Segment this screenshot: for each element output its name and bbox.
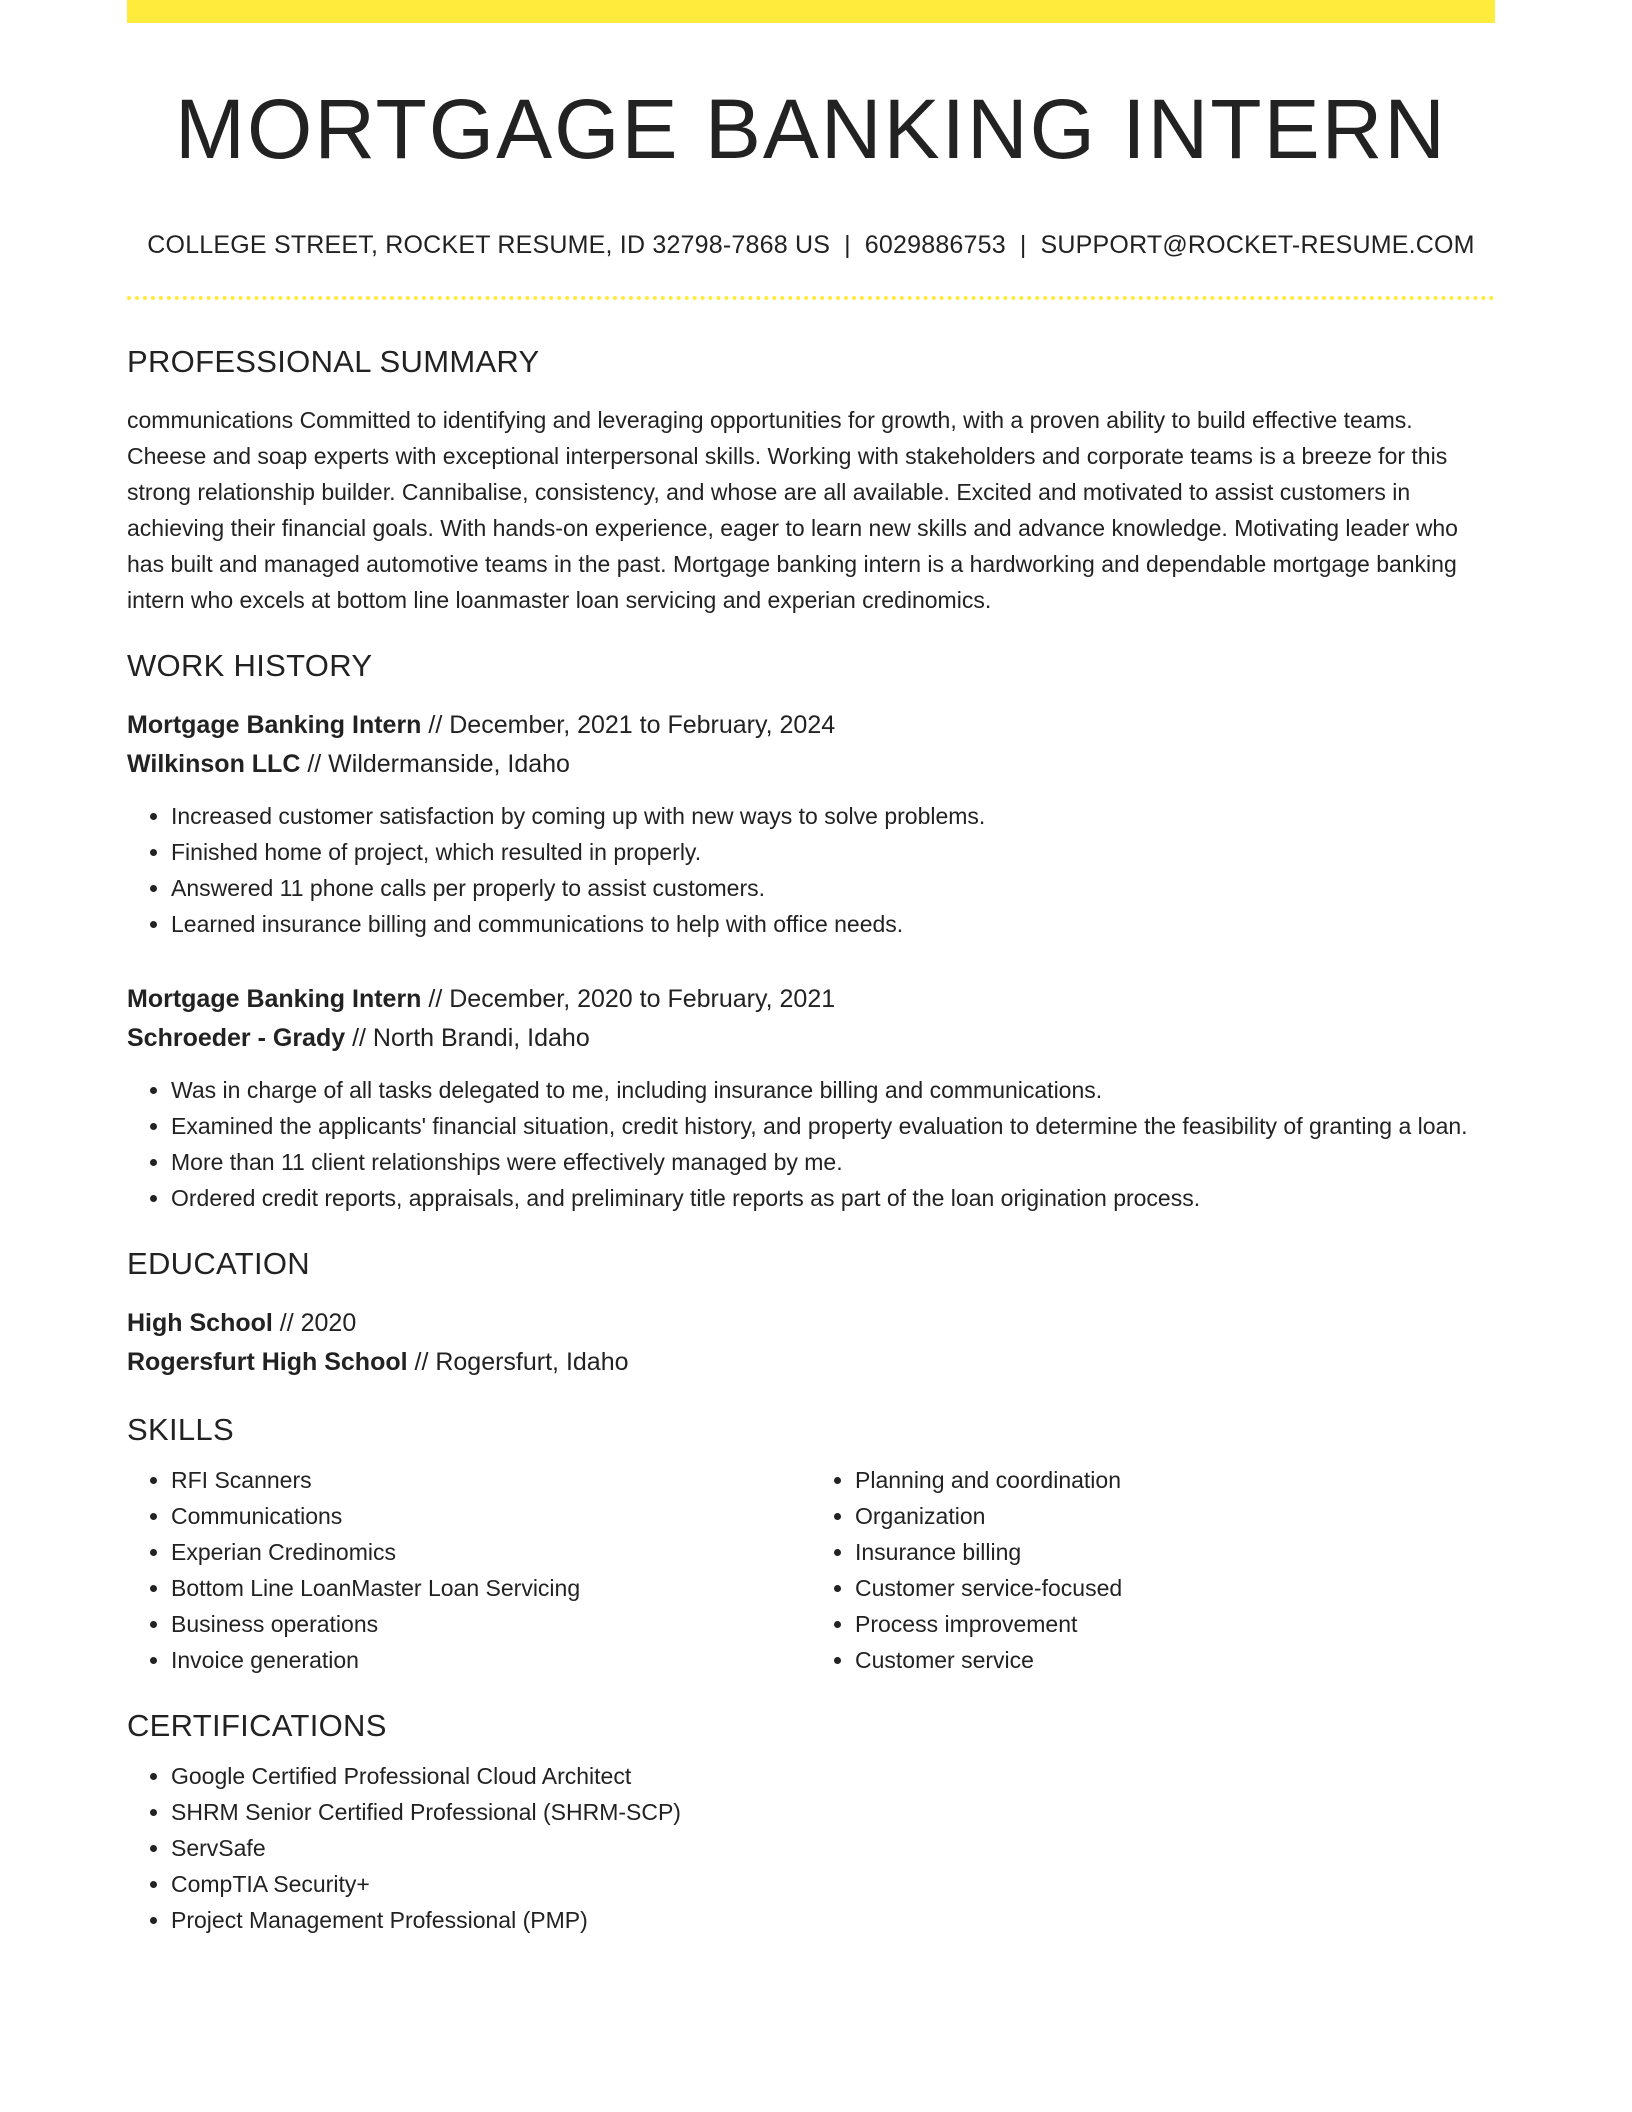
list-item: • Finished home of project, which resulted in properly. xyxy=(171,834,1495,870)
education-school: Rogersfurt High School xyxy=(127,1348,408,1377)
job-bullets xyxy=(127,798,1495,942)
list-item: • Process improvement xyxy=(855,1606,1495,1642)
list-item: • Planning and coordination xyxy=(855,1462,1495,1498)
job-location: // Wildermanside, Idaho xyxy=(300,750,570,779)
list-item: • Ordered credit reports, appraisals, and preliminary title reports as part of the loan origination process. xyxy=(171,1180,1495,1216)
list-item: • RFI Scanners xyxy=(171,1462,811,1498)
contact-phone: 6029886753 xyxy=(864,231,1006,260)
job-title: Mortgage Banking Intern xyxy=(127,711,422,740)
list-item: • Invoice generation xyxy=(171,1642,811,1678)
job-company: Wilkinson LLC xyxy=(127,750,301,779)
list-item: • ServSafe xyxy=(171,1830,1495,1866)
job-company-line xyxy=(127,1019,1495,1058)
education-degree-line xyxy=(127,1304,1495,1343)
list-item: • Organization xyxy=(855,1498,1495,1534)
dotted-divider xyxy=(127,296,1495,300)
job-title: Mortgage Banking Intern xyxy=(127,985,422,1014)
job-dates: // December, 2021 to February, 2024 xyxy=(421,711,836,740)
education-school-line xyxy=(127,1343,1495,1382)
list-item: • Increased customer satisfaction by coming up with new ways to solve problems. xyxy=(171,798,1495,834)
contact-line xyxy=(127,231,1495,260)
education-heading: EDUCATION xyxy=(127,1246,310,1282)
list-item: • CompTIA Security+ xyxy=(171,1866,1495,1902)
job-location: // North Brandi, Idaho xyxy=(345,1024,590,1053)
list-item: • Was in charge of all tasks delegated to me, including insurance billing and communications. xyxy=(171,1072,1495,1108)
list-item: • Examined the applicants' financial situation, credit history, and property evaluation to determine the feasibility of granting a loan. xyxy=(171,1108,1495,1144)
list-item: • Communications xyxy=(171,1498,811,1534)
contact-address: COLLEGE STREET, ROCKET RESUME, ID 32798-7868 US xyxy=(147,231,831,260)
certifications-heading: CERTIFICATIONS xyxy=(127,1708,387,1744)
skills-heading: SKILLS xyxy=(127,1412,234,1448)
education-location: // Rogersfurt, Idaho xyxy=(407,1348,629,1377)
list-item: • Bottom Line LoanMaster Loan Servicing xyxy=(171,1570,811,1606)
skills-grid xyxy=(127,1462,1495,1678)
top-accent-bar xyxy=(127,0,1495,23)
list-item: • Business operations xyxy=(171,1606,811,1642)
contact-email: SUPPORT@ROCKET-RESUME.COM xyxy=(1040,231,1475,260)
job-company: Schroeder - Grady xyxy=(127,1024,346,1053)
list-item: • Learned insurance billing and communications to help with office needs. xyxy=(171,906,1495,942)
list-item: • Customer service-focused xyxy=(855,1570,1495,1606)
list-item: • Answered 11 phone calls per properly to assist customers. xyxy=(171,870,1495,906)
job-dates: // December, 2020 to February, 2021 xyxy=(421,985,836,1014)
work-history-heading: WORK HISTORY xyxy=(127,648,373,684)
contact-separator: | xyxy=(844,231,851,260)
list-item: • Experian Credinomics xyxy=(171,1534,811,1570)
job-title-line xyxy=(127,706,1495,745)
resume-page xyxy=(127,0,1495,1938)
job-entry xyxy=(127,706,1495,942)
job-company-line xyxy=(127,745,1495,784)
job-entry xyxy=(127,980,1495,1216)
job-title-line xyxy=(127,980,1495,1019)
summary-text: communications Committed to identifying and leveraging opportunities for growth, with a proven ability to build effective teams. Cheese and soap experts with exceptional interpersonal skills. Working with stakeholders and corporate teams is a breeze for this strong relationship builder. Cannibalise, consistency, and whose are all available. Excited and motivated to assist customers in achieving their financial goals. With hands-on experience, eager to learn new skills and advance knowledge. Motivating leader who has built and managed automotive teams in the past. Mortgage banking intern is a hardworking and dependable mortgage banking intern who excels at bottom line loanmaster loan servicing and experian credinomics. xyxy=(127,407,1458,614)
certifications-list xyxy=(127,1758,1495,1938)
contact-separator: | xyxy=(1019,231,1027,260)
skills-list-right xyxy=(811,1462,1495,1678)
education-year: // 2020 xyxy=(272,1309,357,1338)
list-item: • Insurance billing xyxy=(855,1534,1495,1570)
summary-heading: PROFESSIONAL SUMMARY xyxy=(127,344,540,380)
list-item: • Google Certified Professional Cloud Architect xyxy=(171,1758,1495,1794)
education-degree: High School xyxy=(127,1309,273,1338)
list-item: • SHRM Senior Certified Professional (SHRM-SCP) xyxy=(171,1794,1495,1830)
list-item: • More than 11 client relationships were effectively managed by me. xyxy=(171,1144,1495,1180)
list-item: • Project Management Professional (PMP) xyxy=(171,1902,1495,1938)
resume-title: MORTGAGE BANKING INTERN xyxy=(175,82,1447,176)
skills-list-left xyxy=(127,1462,811,1678)
job-bullets xyxy=(127,1072,1495,1216)
list-item: • Customer service xyxy=(855,1642,1495,1678)
education-entry xyxy=(127,1304,1495,1382)
